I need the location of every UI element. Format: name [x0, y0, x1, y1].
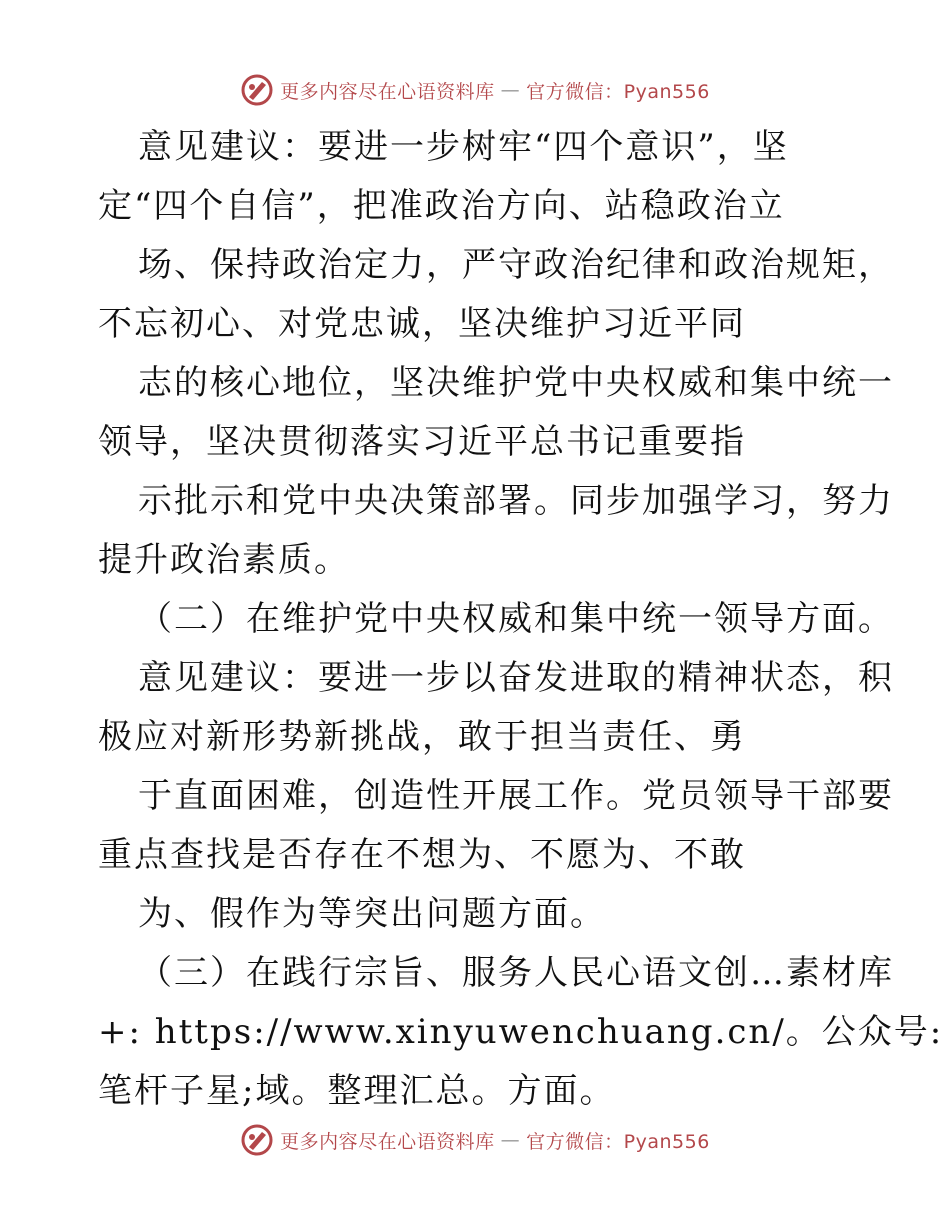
- body-line: 领导，坚决贯彻落实习近平总书记重要指: [98, 422, 746, 462]
- watermark-contact: 官方微信：Pyan556: [526, 1130, 710, 1153]
- watermark: [240, 73, 710, 107]
- body-line: 意见建议：要进一步以奋发进取的精神状态，积: [138, 658, 894, 698]
- watermark-text: 更多内容尽在心语资料库: [280, 1130, 495, 1153]
- body-line: 重点查找是否存在不想为、不愿为、不敢: [98, 835, 746, 875]
- body-line: 极应对新形势新挑战，敢于担当责任、勇: [98, 717, 746, 757]
- watermark-separator: —: [500, 1129, 521, 1151]
- brand-logo-icon: [240, 1123, 274, 1157]
- body-line: 志的核心地位，坚决维护党中央权威和集中统一: [138, 363, 894, 403]
- page-footer-watermark: [0, 1120, 950, 1160]
- body-line: 定“四个自信”，把准政治方向、站稳政治立: [98, 186, 785, 226]
- body-line: 为、假作为等突出问题方面。: [138, 894, 606, 934]
- body-line: 提升政治素质。: [98, 540, 350, 580]
- section-heading: （二）在维护党中央权威和集中统一领导方面。: [138, 599, 894, 639]
- document-body: [98, 118, 944, 1121]
- body-line: 不忘初心、对党忠诚，坚决维护习近平同: [98, 304, 746, 344]
- watermark: [240, 1123, 710, 1157]
- brand-logo-icon: [240, 73, 274, 107]
- page-header-watermark: [0, 70, 950, 110]
- section-heading: （三）在践行宗旨、服务人民心语文创…素材库: [138, 953, 894, 993]
- body-line: 笔杆子星;域。整理汇总。方面。: [98, 1071, 616, 1111]
- body-line: 示批示和党中央决策部署。同步加强学习，努力: [138, 481, 894, 521]
- body-line: 于直面困难，创造性开展工作。党员领导干部要: [138, 776, 894, 816]
- watermark-text: 更多内容尽在心语资料库: [280, 80, 495, 103]
- watermark-contact: 官方微信：Pyan556: [526, 80, 710, 103]
- watermark-separator: —: [500, 79, 521, 101]
- body-line-url: +: https://www.xinyuwenchuang.cn/。公众号:: [98, 1012, 944, 1052]
- body-line: 意见建议：要进一步树牢“四个意识”，坚: [138, 127, 789, 167]
- body-line: 场、保持政治定力，严守政治纪律和政治规矩，: [138, 245, 894, 285]
